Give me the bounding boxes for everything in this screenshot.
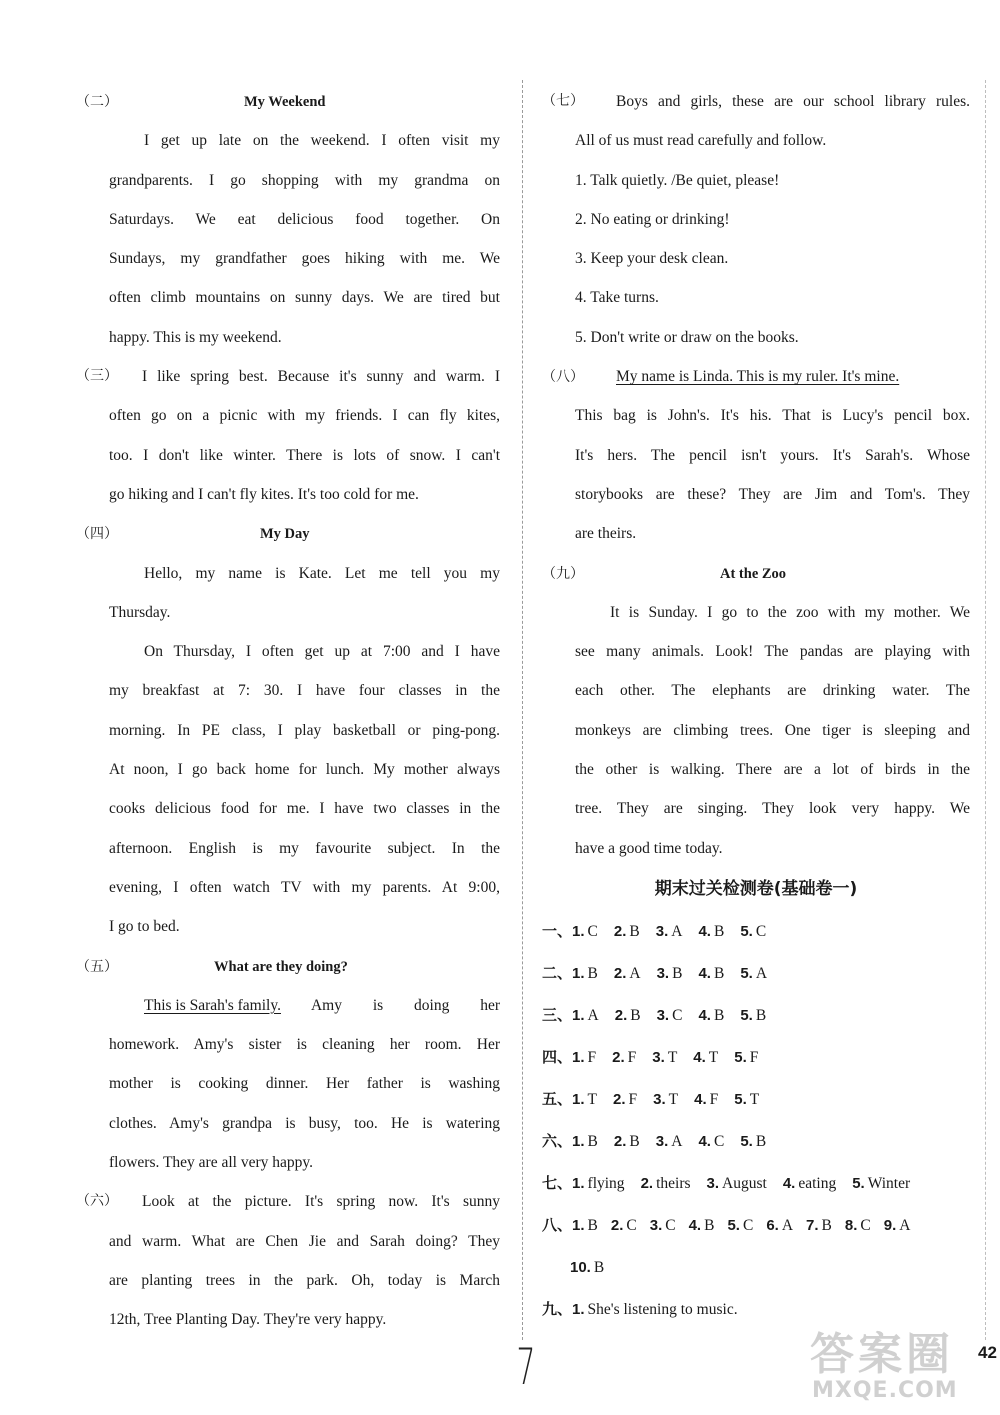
text-line: clothes. Amy's grandpa is busy, too. He is watering	[109, 1114, 500, 1132]
answer-number: 5.	[734, 1048, 747, 1066]
answer-item	[766, 1205, 793, 1247]
text-line: On Thursday, I often get up at 7:00 and I have	[144, 643, 500, 661]
answer-number: 4.	[698, 1006, 711, 1024]
answer-item	[693, 1037, 718, 1079]
answer-value: T	[708, 1048, 719, 1066]
answer-item	[656, 911, 683, 953]
answer-section-label: 九、	[542, 1299, 573, 1318]
column-divider	[522, 80, 523, 1340]
answer-row	[542, 952, 970, 994]
answer-row	[542, 1204, 970, 1246]
answer-value: F	[749, 1048, 759, 1066]
answer-value: B	[713, 922, 725, 940]
text-line: evening, I often watch TV with my parents. At 9:00,	[109, 878, 500, 896]
answer-item	[698, 911, 724, 953]
answer-item	[572, 1289, 738, 1331]
text-line: are planting trees in the park. Oh, today is March	[109, 1271, 500, 1289]
text-line: monkeys are climbing trees. One tiger is sleeping and	[575, 721, 970, 739]
list-item: 1. Talk quietly. /Be quiet, please!	[575, 171, 780, 189]
list-item: 5. Don't write or draw on the books.	[575, 328, 799, 346]
answer-number: 5.	[727, 1216, 740, 1234]
answer-value: A	[671, 922, 683, 940]
answer-number: 3.	[655, 922, 669, 940]
text-line: Boys and girls, these are our school library rules.	[616, 93, 970, 110]
answer-value: B	[755, 1132, 767, 1150]
answer-value: B	[587, 964, 598, 982]
text-line: see many animals. Look! The pandas are playing with	[575, 643, 970, 661]
text-line	[76, 986, 500, 1025]
answer-item	[740, 1121, 766, 1163]
answer-value: A	[587, 1006, 599, 1024]
text-fragment: Amy is doing her	[280, 996, 500, 1014]
answer-number: 2.	[610, 1216, 624, 1234]
answer-value: B	[704, 1216, 715, 1234]
text-line: homework. Amy's sister is cleaning her room. Her	[109, 1036, 500, 1054]
section-header	[76, 82, 500, 121]
answer-number: 3.	[655, 1132, 669, 1150]
text-line: mother is cooking dinner. Her father is washing	[109, 1075, 500, 1093]
section-header	[76, 514, 500, 553]
answer-number: 8.	[844, 1216, 858, 1234]
answer-number: 4.	[698, 922, 711, 940]
text-line: Sundays, my grandfather goes hiking with me. We	[109, 250, 500, 268]
answer-item	[740, 953, 767, 995]
answer-item	[572, 911, 598, 953]
answer-value: T	[587, 1090, 597, 1108]
right-column	[542, 82, 970, 1330]
answer-number: 2.	[613, 1132, 627, 1150]
answer-item	[884, 1205, 911, 1247]
answer-number: 1.	[572, 1090, 585, 1108]
answer-number: 1.	[572, 922, 585, 940]
text-line: It is Sunday. I go to the zoo with my mother. We	[610, 603, 970, 621]
section-number: （四）	[76, 526, 118, 543]
answer-value: A	[781, 1216, 794, 1234]
text-line: afternoon. English is my favourite subject. In the	[109, 839, 500, 857]
answer-number: 4.	[693, 1048, 706, 1066]
text-line: and warm. What are Chen Jie and Sarah doing? They	[109, 1232, 500, 1250]
answer-item	[572, 1205, 598, 1247]
text-line: go hiking and I can't fly kites. It's too cold for me.	[109, 485, 419, 503]
answer-value: B	[630, 1006, 641, 1024]
answer-value: B	[629, 922, 640, 940]
answer-item	[653, 1079, 678, 1121]
text-line: morning. In PE class, I play basketball or ping-pong.	[109, 721, 500, 739]
answer-value: C	[755, 922, 767, 940]
answer-item	[612, 1037, 636, 1079]
answer-number: 4.	[698, 1132, 711, 1150]
answer-number: 4.	[688, 1216, 702, 1234]
answer-item	[727, 1205, 753, 1247]
section-header	[542, 357, 970, 396]
section-number: （九）	[542, 565, 584, 582]
left-column	[76, 82, 500, 1340]
answer-item	[641, 1163, 691, 1205]
answer-value: B	[821, 1216, 832, 1234]
answer-item	[698, 1121, 724, 1163]
text-line: storybooks are these? They are Jim and Tom's. They	[575, 485, 970, 503]
answer-row	[542, 1162, 970, 1204]
answer-item	[613, 1079, 637, 1121]
answer-value: B	[672, 964, 683, 982]
list-item: 4. Take turns.	[575, 289, 659, 307]
answer-row	[542, 1036, 970, 1078]
section-title: My Weekend	[244, 94, 326, 110]
text-line: I go to bed.	[109, 918, 180, 936]
watermark-logo: 答案圈	[810, 1329, 954, 1380]
answer-item	[572, 1037, 596, 1079]
answer-value: F	[628, 1090, 638, 1108]
answer-section-label: 二、	[542, 963, 573, 982]
answer-number: 5.	[740, 1132, 753, 1150]
answer-number: 3.	[656, 964, 670, 982]
section-number: （五）	[76, 958, 118, 975]
answer-number: 4.	[694, 1090, 707, 1108]
answer-value: T	[667, 1048, 678, 1066]
answer-section-label: 七、	[542, 1173, 573, 1192]
text-line: often climb mountains on sunny days. We are tired but	[109, 289, 500, 307]
answer-number: 2.	[614, 1006, 628, 1024]
section-header	[76, 357, 500, 396]
text-line: my breakfast at 7: 30. I have four classes in the	[109, 682, 500, 700]
text-line: All of us must read carefully and follow.	[575, 132, 827, 150]
answer-item	[707, 1163, 767, 1205]
answer-item	[572, 995, 599, 1037]
section-header	[542, 554, 970, 593]
page-number: 7	[516, 1338, 536, 1396]
text-line: I get up late on the weekend. I often visit my	[144, 132, 500, 150]
answer-item	[852, 1163, 910, 1205]
section-title: My Day	[260, 526, 310, 543]
answer-item	[740, 911, 766, 953]
answer-row	[542, 910, 970, 952]
answer-item	[698, 995, 724, 1037]
answer-list	[542, 910, 970, 1330]
section-title: What are they doing?	[214, 958, 348, 975]
answer-item	[572, 953, 598, 995]
answer-value: T	[749, 1090, 760, 1108]
answer-section-label: 六、	[542, 1131, 573, 1150]
answer-value: T	[668, 1090, 679, 1108]
answer-item	[734, 1079, 759, 1121]
section-header	[542, 82, 970, 121]
underlined-sentence: My name is Linda. This is my ruler. It's mine.	[616, 368, 900, 386]
text-line: grandparents. I go shopping with my grandma on	[109, 171, 500, 189]
answer-value: C	[587, 922, 598, 940]
answer-item	[698, 953, 724, 995]
answer-value: She's listening to music.	[587, 1300, 738, 1318]
answer-value: B	[629, 1132, 640, 1150]
answer-value: A	[629, 964, 641, 982]
answer-number: 3.	[656, 1006, 670, 1024]
section-header	[76, 1182, 500, 1221]
section-number: （三）	[76, 368, 118, 385]
text-line: often go on a picnic with my friends. I can fly kites,	[109, 407, 500, 425]
answer-number: 5.	[734, 1090, 747, 1108]
answer-number: 1.	[572, 964, 585, 982]
answer-number: 5.	[852, 1174, 865, 1192]
text-line: Thursday.	[109, 603, 171, 621]
section-number: （七）	[542, 93, 584, 109]
answer-item	[652, 1037, 677, 1079]
section-title: At the Zoo	[720, 565, 787, 582]
answer-number: 9.	[883, 1216, 897, 1234]
answer-number: 2.	[613, 922, 627, 940]
answer-item	[572, 1163, 625, 1205]
answer-number: 5.	[740, 1006, 753, 1024]
answer-number: 4.	[782, 1174, 796, 1192]
text-line: happy. This is my weekend.	[109, 328, 282, 346]
page-edge-line	[985, 80, 986, 1340]
answer-item	[657, 953, 683, 995]
text-line: This bag is John's. It's his. That is Lucy's pencil box.	[575, 407, 970, 425]
list-item: 2. No eating or drinking!	[575, 210, 730, 228]
answer-section-label: 三、	[542, 1005, 573, 1024]
answer-value: F	[587, 1048, 597, 1066]
answer-number: 1.	[572, 1174, 585, 1192]
answer-item	[694, 1079, 718, 1121]
answer-number: 3.	[649, 1216, 663, 1234]
answer-value: F	[709, 1090, 719, 1108]
answer-value: Winter	[867, 1174, 911, 1192]
answer-section-label: 四、	[542, 1047, 573, 1066]
answer-value: B	[755, 1006, 767, 1024]
answer-value: C	[672, 1006, 683, 1024]
text-line: flowers. They are all very happy.	[109, 1154, 314, 1172]
answer-section-label: 一、	[542, 921, 573, 940]
answer-number: 1.	[572, 1006, 585, 1024]
answer-value: flying	[587, 1174, 625, 1192]
answer-value: eating	[798, 1174, 837, 1192]
list-item: 3. Keep your desk clean.	[575, 250, 729, 268]
text-line: have a good time today.	[575, 839, 723, 857]
answer-number: 5.	[740, 922, 753, 940]
answer-section-label: 八、	[542, 1215, 573, 1234]
answer-item	[657, 995, 683, 1037]
answer-number: 3.	[653, 1090, 666, 1108]
answer-row	[542, 1120, 970, 1162]
text-line: Look at the picture. It's spring now. It's sunny	[142, 1193, 500, 1211]
answer-section-label: 五、	[542, 1089, 573, 1108]
text-line: At noon, I go back home for lunch. My mother always	[109, 761, 500, 779]
answer-number: 3.	[706, 1174, 720, 1192]
text-line: Saturdays. We eat delicious food together. On	[109, 210, 500, 228]
answer-item	[806, 1205, 832, 1247]
answer-row	[542, 1246, 970, 1288]
answer-number: 3.	[652, 1048, 665, 1066]
text-line: It's hers. The pencil isn't yours. It's Sarah's. Whose	[575, 446, 970, 464]
text-line: are theirs.	[575, 525, 637, 543]
answer-number: 7.	[806, 1216, 819, 1234]
watermark-url: MXQE.COM	[812, 1378, 958, 1403]
section-number: （二）	[76, 94, 118, 110]
answer-item	[572, 1121, 598, 1163]
answer-value: B	[587, 1132, 598, 1150]
answer-number: 5.	[740, 964, 753, 982]
answer-row	[542, 994, 970, 1036]
answer-item	[845, 1205, 871, 1247]
answer-item	[614, 953, 641, 995]
answer-item	[734, 1037, 758, 1079]
section-number: （六）	[76, 1193, 118, 1210]
answer-number: 2.	[640, 1174, 654, 1192]
text-line: each other. The elephants are drinking water. The	[575, 682, 970, 700]
answer-value: B	[593, 1258, 605, 1276]
text-line: tree. They are singing. They look very happy. We	[575, 800, 970, 818]
answer-number: 1.	[572, 1300, 585, 1318]
answer-item	[611, 1205, 637, 1247]
answer-item	[570, 1247, 604, 1289]
answer-value: C	[665, 1216, 676, 1234]
answer-item	[783, 1163, 836, 1205]
answer-value: A	[755, 964, 768, 982]
test-heading: 期末过关检测卷(基础卷一)	[654, 878, 858, 899]
side-page-number: 42	[978, 1343, 997, 1362]
text-line: 12th, Tree Planting Day. They're very happy.	[109, 1311, 387, 1329]
answer-item	[656, 1121, 683, 1163]
answer-number: 1.	[572, 1216, 585, 1234]
answer-number: 2.	[613, 964, 627, 982]
answer-row	[542, 1078, 970, 1120]
answer-value: B	[713, 964, 725, 982]
answer-value: A	[671, 1132, 683, 1150]
answer-number: 10.	[570, 1258, 591, 1276]
answer-item	[689, 1205, 715, 1247]
answer-value: A	[899, 1216, 911, 1234]
text-line: cooks delicious food for me. I have two classes in the	[109, 800, 500, 818]
text-line: the other is walking. There are a lot of birds in the	[575, 761, 970, 779]
answer-value: theirs	[656, 1174, 691, 1192]
answer-value: B	[713, 1006, 725, 1024]
answer-item	[615, 995, 641, 1037]
answer-number: 1.	[572, 1048, 585, 1066]
text-line: I like spring best. Because it's sunny and warm. I	[142, 368, 500, 386]
answer-number: 2.	[612, 1048, 625, 1066]
text-line: too. I don't like winter. There is lots of snow. I can't	[109, 446, 500, 464]
answer-item	[614, 911, 640, 953]
answer-item	[740, 995, 766, 1037]
answer-number: 6.	[766, 1216, 779, 1234]
answer-item	[572, 1079, 597, 1121]
answer-value: C	[713, 1132, 725, 1150]
answer-value: C	[742, 1216, 754, 1234]
underlined-sentence: This is Sarah's family.	[144, 996, 281, 1014]
answer-item	[614, 1121, 640, 1163]
answer-number: 1.	[572, 1132, 585, 1150]
answer-value: B	[587, 1216, 598, 1234]
answer-number: 2.	[613, 1090, 626, 1108]
text-line: Hello, my name is Kate. Let me tell you my	[144, 564, 500, 582]
answer-value: F	[627, 1048, 637, 1066]
section-header	[76, 947, 500, 986]
answer-value: C	[626, 1216, 637, 1234]
answer-item	[650, 1205, 676, 1247]
answer-number: 4.	[698, 964, 711, 982]
answer-value: C	[860, 1216, 871, 1234]
section-number: （八）	[542, 369, 584, 386]
answer-value: August	[722, 1174, 767, 1192]
